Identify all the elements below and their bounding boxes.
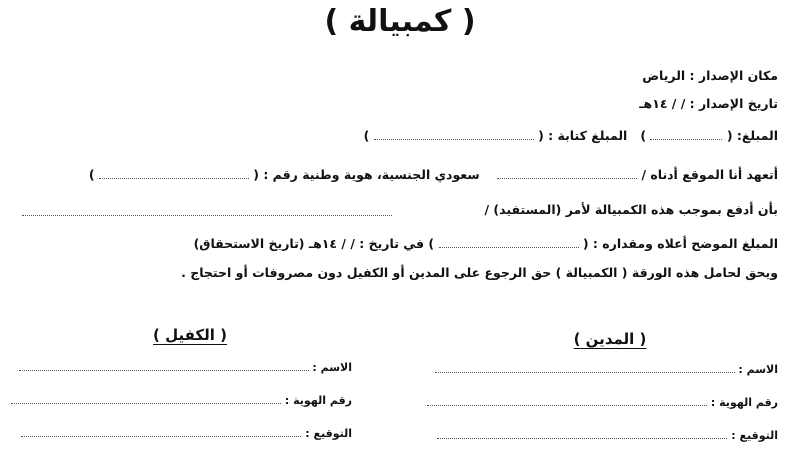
guarantor-id-field[interactable] — [11, 395, 281, 404]
amount-words-close: ) — [363, 128, 370, 143]
amount-due-line — [194, 236, 778, 252]
amount-due-label: المبلغ الموضح أعلاه ومقداره : ( — [582, 236, 778, 251]
guarantor-name-row — [19, 361, 352, 374]
amount-close: ) — [640, 128, 647, 143]
debtor-name-label: الاسم : — [738, 363, 778, 376]
amount-due-field[interactable] — [439, 237, 579, 248]
rights-line — [181, 265, 778, 281]
pledge-name-field[interactable] — [497, 168, 637, 179]
pledge-prefix: أتعهد أنا الموقع أدناه / — [641, 167, 778, 182]
guarantor-id-row — [11, 394, 352, 407]
beneficiary-field[interactable] — [22, 214, 392, 216]
pledge-nationality: سعودي الجنسية، هوية وطنية رقم : ( — [253, 167, 480, 182]
pay-order-line — [485, 202, 778, 218]
debtor-id-row — [427, 396, 778, 409]
guarantor-header: ( الكفيل ) — [153, 326, 227, 344]
guarantor-name-label: الاسم : — [312, 361, 352, 374]
pledge-line — [89, 167, 778, 183]
debtor-signature-field[interactable] — [437, 430, 727, 439]
amount-words-field[interactable] — [374, 129, 534, 140]
pledge-close: ) — [88, 167, 95, 182]
debtor-name-row — [435, 363, 778, 376]
debtor-id-field[interactable] — [427, 397, 707, 406]
guarantor-signature-field[interactable] — [21, 428, 301, 437]
amount-line — [364, 128, 778, 144]
rights-text: ويحق لحامل هذه الورقة ( الكمبيالة ) حق الرجوع على المدين أو الكفيل دون مصروفات أو احتجاج . — [181, 265, 778, 280]
debtor-name-field[interactable] — [435, 364, 735, 373]
pay-order-text: بأن أدفع بموجب هذه الكمبيالة لأمر (المستفيد) / — [484, 202, 778, 217]
guarantor-signature-label: التوقيع : — [305, 427, 352, 440]
guarantor-id-label: رقم الهوية : — [284, 394, 352, 407]
debtor-id-label: رقم الهوية : — [710, 396, 778, 409]
issue-date-text: تاريخ الإصدار : / / ١٤هـ — [639, 96, 778, 111]
debtor-header: ( المدين ) — [573, 330, 647, 348]
amount-words-label: المبلغ كتابة : ( — [538, 128, 628, 143]
issue-place-line — [642, 68, 778, 84]
debtor-signature-row — [437, 429, 778, 442]
guarantor-signature-row — [21, 427, 352, 440]
guarantor-name-field[interactable] — [19, 362, 309, 371]
debtor-signature-label: التوقيع : — [731, 429, 778, 442]
amount-label: المبلغ: ( — [726, 128, 778, 143]
document-title: ( كمبيالة ) — [324, 4, 476, 39]
due-date-text: ) في تاريخ : / / ١٤هـ (تاريخ الاستحقاق) — [193, 236, 435, 251]
issue-place-text: مكان الإصدار : الرياض — [642, 68, 778, 83]
national-id-field[interactable] — [99, 168, 249, 179]
issue-date-line — [639, 96, 778, 112]
amount-field[interactable] — [650, 129, 722, 140]
